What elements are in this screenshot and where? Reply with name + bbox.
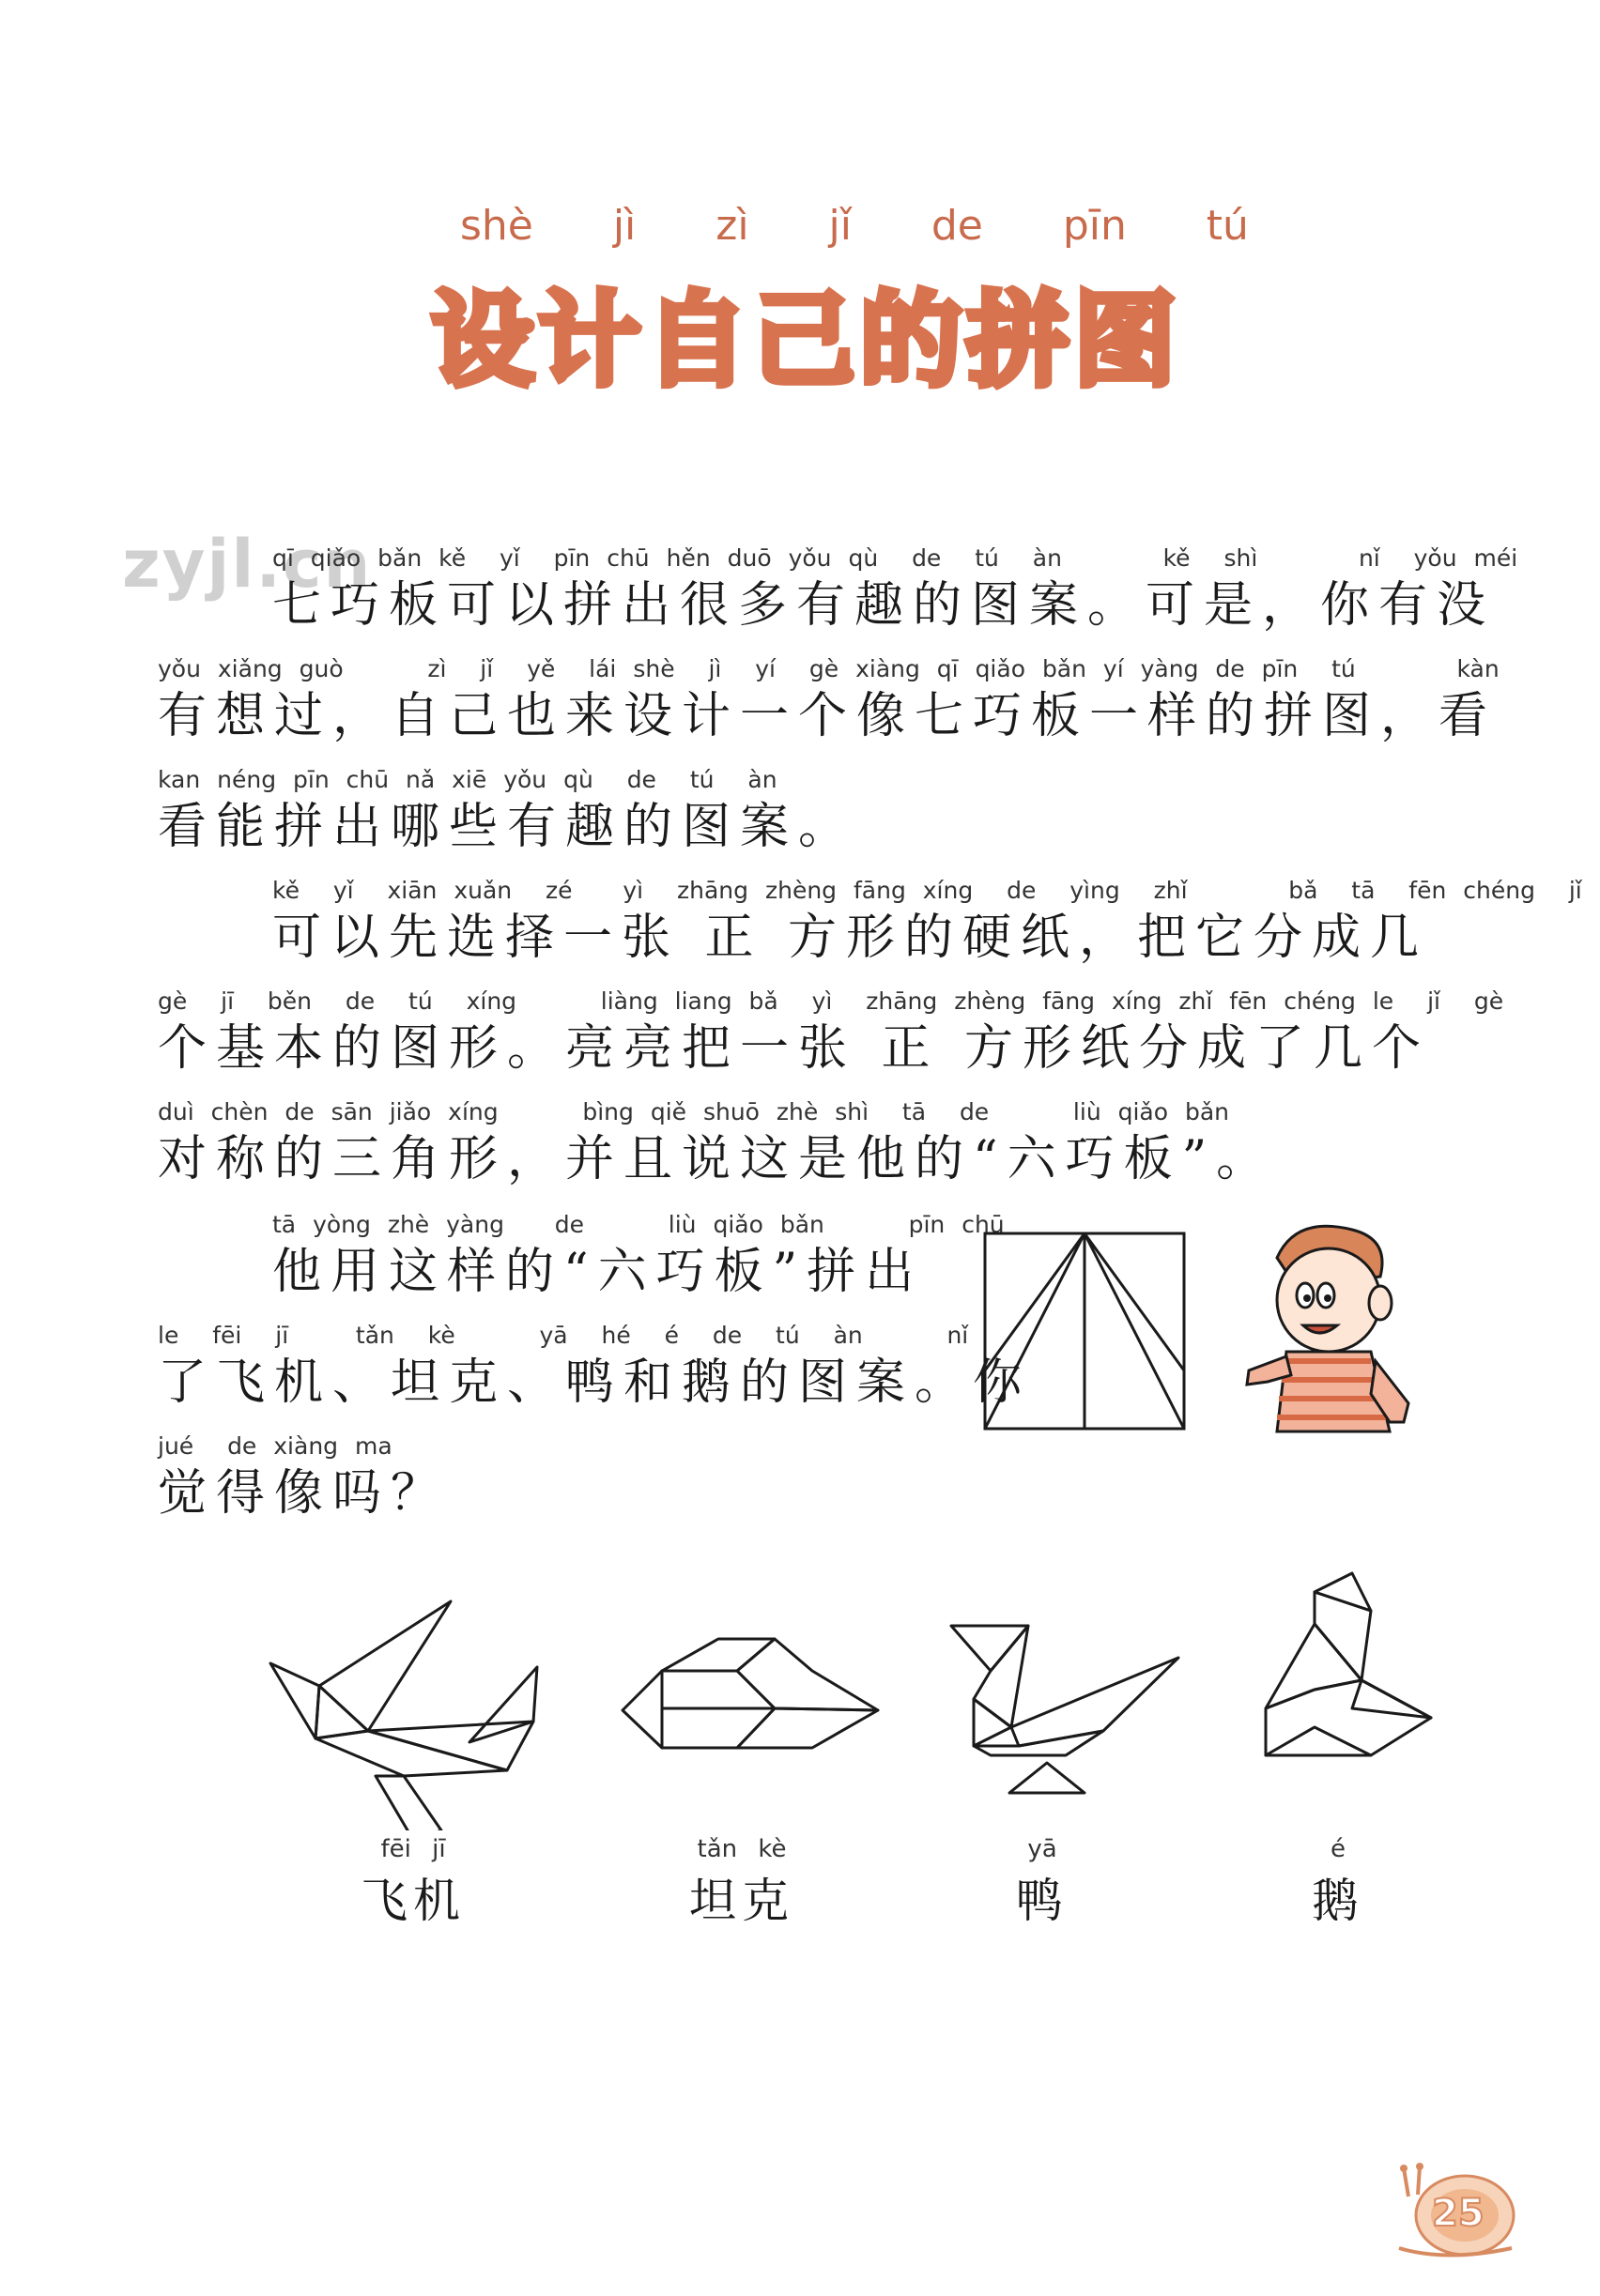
pinyin-line: kě yǐ xiān xuǎn zé yì zhāng zhèng fāng xíng de yìng zhǐ bǎ tā fēn chéng jǐ — [272, 877, 1582, 904]
text-line — [158, 1432, 965, 1523]
hanzi-line: 对称的三角形，并且说这是他的“六巧板”。 — [158, 1131, 1275, 1187]
text-line — [272, 544, 1518, 635]
figure-label-text: 飞机 — [361, 1874, 466, 1928]
title-text: 设计自己的拼图 — [432, 283, 1182, 400]
figure-label-text: 鹅 — [1312, 1874, 1364, 1928]
text-line — [158, 1098, 1444, 1188]
text-line — [272, 1211, 1080, 1301]
hanzi-line: 可以先选择一张 正 方形的硬纸，把它分成几 — [272, 910, 1429, 966]
figure-label-pinyin: tǎn kè — [697, 1835, 787, 1863]
six-piece-puzzle-diagram — [981, 1230, 1188, 1432]
page-number: 25 — [1432, 2192, 1485, 2235]
text-line — [272, 877, 1582, 967]
tank-figure — [615, 1633, 887, 1774]
hanzi-line: 有想过，自己也来设计一个像七巧板一样的拼图，看 — [158, 688, 1498, 744]
text-line — [158, 987, 1504, 1078]
title-pinyin — [432, 202, 1249, 250]
title-pinyin-syllable: shè — [460, 202, 533, 250]
pinyin-line: duì chèn de sān jiǎo xíng bìng qiě shuō zhè shì tā de liù qiǎo bǎn — [158, 1098, 1230, 1125]
hanzi-line: 了飞机、坦克、鸭和鹅的图案。你 — [158, 1355, 1032, 1411]
text-line — [158, 1322, 1032, 1412]
hanzi-line: 他用这样的“六巧板”拼出 — [272, 1244, 924, 1300]
figure-label — [319, 1835, 507, 1931]
text-line — [158, 655, 1500, 745]
pinyin-line: gè jī běn de tú xíng liàng liang bǎ yì zhāng zhèng fāng xíng zhǐ fēn chéng le jǐ gè — [158, 987, 1504, 1015]
pinyin-line: le fēi jī tǎn kè yā hé é de tú àn nǐ — [158, 1322, 969, 1349]
airplane-figure — [263, 1596, 554, 1830]
goose-figure — [1258, 1568, 1437, 1793]
pinyin-line: tā yòng zhè yàng de liù qiǎo bǎn pīn chū — [272, 1211, 1005, 1238]
watermark: zyjl.cn — [122, 526, 373, 603]
title-pinyin-syllable: jì — [612, 202, 637, 250]
pinyin-line: jué de xiàng ma — [158, 1432, 392, 1460]
pinyin-line: yǒu xiǎng guò zì jǐ yě lái shè jì yí gè xiàng qī qiǎo bǎn yí yàng de pīn tú kàn — [158, 655, 1500, 682]
title-pinyin-syllable: de — [931, 202, 983, 250]
pinyin-line: kan néng pīn chū nǎ xiē yǒu qù de tú àn — [158, 766, 777, 793]
duck-figure — [944, 1615, 1188, 1812]
figure-label-text: 坦克 — [689, 1874, 794, 1928]
hanzi-line: 七巧板可以拼出很多有趣的图案。可是，你有没 — [272, 577, 1496, 634]
figure-label-pinyin: yā — [1027, 1835, 1057, 1863]
figure-label-pinyin: fēi jī — [380, 1835, 446, 1863]
hanzi-line: 个基本的图形。亮亮把一张 正 方形纸分成了几个 — [158, 1020, 1431, 1077]
figure-label — [1244, 1835, 1432, 1931]
figure-label — [948, 1835, 1136, 1931]
title-pinyin-syllable: jǐ — [828, 202, 852, 250]
boy-illustration — [1239, 1220, 1427, 1436]
pinyin-line: qī qiǎo bǎn kě yǐ pīn chū hěn duō yǒu qù de tú àn kě shì nǐ yǒu méi — [272, 544, 1518, 572]
hanzi-line: 觉得像吗？ — [158, 1465, 450, 1522]
figure-label-text: 鸭 — [1016, 1874, 1069, 1928]
figure-label — [648, 1835, 836, 1931]
hanzi-line: 看能拼出哪些有趣的图案。 — [158, 799, 857, 855]
text-line — [158, 766, 1444, 856]
title-pinyin-syllable: zì — [715, 202, 749, 250]
title-pinyin-syllable: pīn — [1062, 202, 1127, 250]
page-title — [432, 202, 1277, 405]
figure-label-pinyin: é — [1331, 1835, 1346, 1863]
title-pinyin-syllable: tú — [1206, 202, 1249, 250]
